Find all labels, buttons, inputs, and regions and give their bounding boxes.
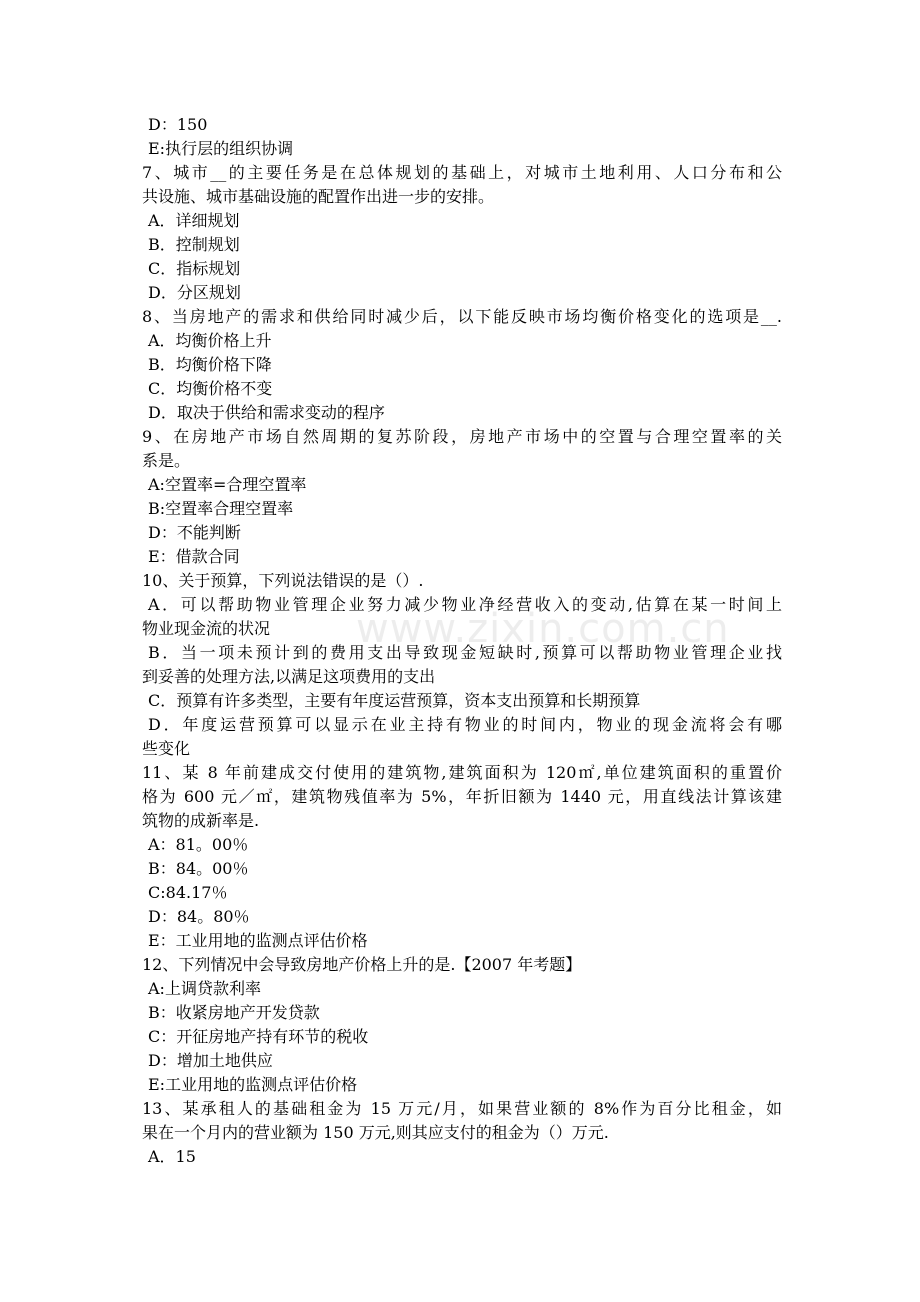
answer-option: C．指标规划 [148, 259, 241, 278]
answer-option: E:工业用地的监测点评估价格 [148, 1075, 358, 1094]
question-text-line: 到妥善的处理方法,以满足这项费用的支出 [142, 667, 436, 686]
answer-option: A:上调贷款利率 [148, 979, 261, 998]
answer-option: C．均衡价格不变 [148, 379, 273, 398]
question-text-line: 格为 600 元／㎡，建筑物残值率为 5%，年折旧额为 1440 元，用直线法计算该建 [142, 787, 782, 806]
question-text-line: 些变化 [142, 739, 191, 758]
answer-option: B．控制规划 [148, 235, 240, 254]
question-text-line: D．年度运营预算可以显示在业主持有物业的时间内，物业的现金流将会有哪 [148, 715, 782, 734]
answer-option: A．均衡价格上升 [148, 331, 272, 350]
question-text-line: 13、某承租人的基础租金为 15 万元/月，如果营业额的 8%作为百分比租金，如 [142, 1099, 782, 1118]
answer-option: D：增加土地供应 [148, 1051, 273, 1070]
answer-option: C:84.17％ [148, 883, 228, 902]
answer-option: B：84。00％ [148, 859, 249, 878]
answer-option: A:空置率=合理空置率 [148, 475, 307, 494]
answer-option: C．预算有许多类型，主要有年度运营预算，资本支出预算和长期预算 [148, 691, 641, 710]
question-text-line: 果在一个月内的营业额为 150 万元,则其应支付的租金为（）万元. [142, 1123, 609, 1142]
question-text-line: 12、下列情况中会导致房地产价格上升的是.【2007 年考题】 [142, 955, 582, 974]
question-text-line: 共设施、城市基础设施的配置作出进一步的安排。 [142, 187, 495, 206]
answer-option: D．取决于供给和需求变动的程序 [148, 403, 385, 422]
watermark: www.zixin.com.cn [356, 606, 730, 652]
question-text-line: 7、城市__的主要任务是在总体规划的基础上，对城市土地利用、人口分布和公 [142, 163, 782, 182]
question-text-line: 11、某 8 年前建成交付使用的建筑物,建筑面积为 120㎡,单位建筑面积的重置价 [142, 763, 782, 782]
answer-option: D：不能判断 [148, 523, 241, 542]
answer-option: D：84。80％ [148, 907, 250, 926]
question-text-line: 10、关于预算，下列说法错误的是（）. [142, 571, 424, 590]
question-text-line: 筑物的成新率是. [142, 811, 260, 830]
answer-option: E:执行层的组织协调 [148, 139, 294, 158]
question-text-line: A．可以帮助物业管理企业努力减少物业净经营收入的变动,估算在某一时间上 [148, 595, 782, 614]
answer-option: D：150 [148, 115, 208, 134]
answer-option: C：开征房地产持有环节的税收 [148, 1027, 369, 1046]
answer-option: D．分区规划 [148, 283, 241, 302]
answer-option: E：工业用地的监测点评估价格 [148, 931, 368, 950]
answer-option: B．均衡价格下降 [148, 355, 272, 374]
answer-option: B:空置率合理空置率 [148, 499, 294, 518]
answer-option: E：借款合同 [148, 547, 240, 566]
question-text-line: 9、在房地产市场自然周期的复苏阶段，房地产市场中的空置与合理空置率的关 [142, 427, 782, 446]
answer-option: B：收紧房地产开发贷款 [148, 1003, 320, 1022]
question-text-line: 8、当房地产的需求和供给同时减少后，以下能反映市场均衡价格变化的选项是__. [142, 307, 782, 326]
question-text-line: 系是。 [142, 451, 191, 470]
question-text-line: B．当一项未预计到的费用支出导致现金短缺时,预算可以帮助物业管理企业找 [148, 643, 782, 662]
answer-option: A．详细规划 [148, 211, 240, 230]
document-body [142, 113, 782, 1169]
question-text-line: 物业现金流的状况 [142, 619, 271, 638]
answer-option: A：81。00％ [148, 835, 249, 854]
answer-option: A．15 [148, 1147, 196, 1166]
